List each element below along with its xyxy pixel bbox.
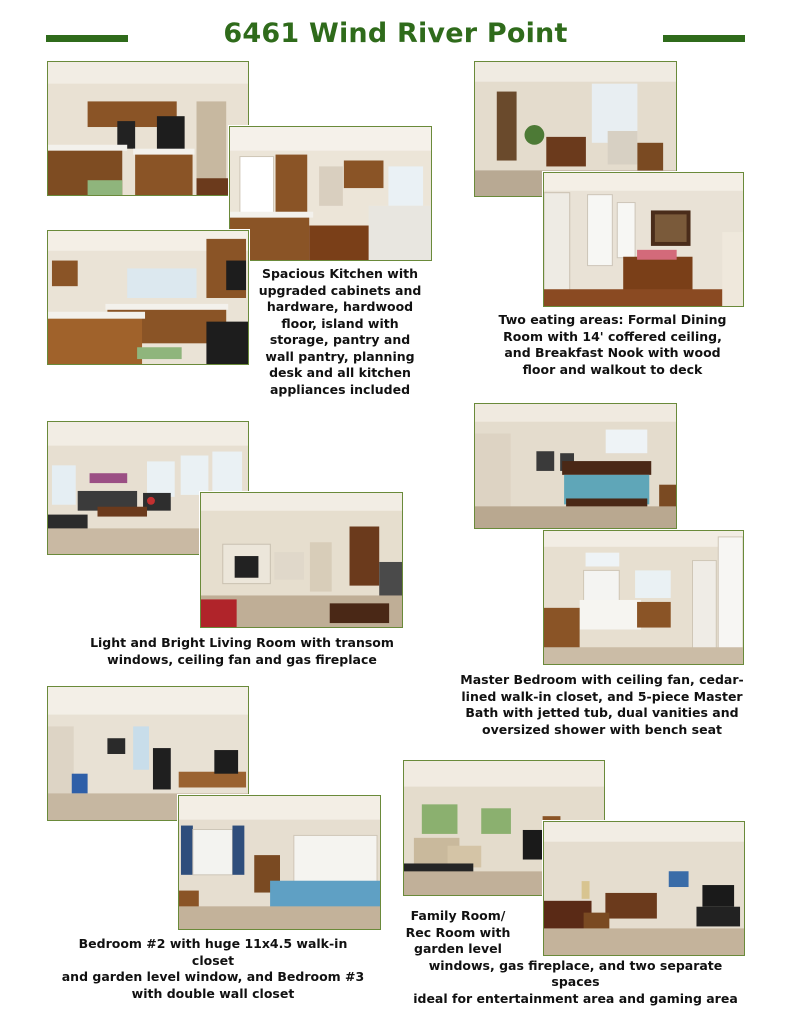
caption-line: garden level: [414, 941, 502, 956]
caption-line: windows, ceiling fan and gas fireplace: [107, 651, 377, 667]
master-photo-1: [474, 403, 677, 529]
caption-line: appliances included: [269, 381, 411, 397]
caption-line: Rec Room with: [405, 924, 511, 940]
caption-line: Bedroom #2 with huge 11x4.5 walk-in closet: [78, 936, 348, 968]
dining-photo-2: [543, 172, 744, 307]
caption-line: Master Bedroom with ceiling fan, cedar-: [460, 672, 744, 687]
caption-line: Light and Bright Living Room with transom: [90, 635, 394, 650]
caption-line: lined walk-in closet, and 5-piece Master: [461, 688, 743, 704]
kitchen-photo-1: [47, 61, 249, 196]
caption-line: floor, island with: [281, 315, 399, 331]
caption-line: floor and walkout to deck: [522, 361, 703, 377]
family-caption: [403, 908, 748, 1007]
caption-line: hardware, hardwood: [266, 299, 414, 314]
living-photo-2: [200, 492, 403, 628]
kitchen-caption: [250, 266, 430, 398]
master-photo-2: [543, 530, 744, 665]
caption-line: upgraded cabinets and: [258, 282, 422, 298]
caption-line: with double wall closet: [131, 985, 295, 1001]
bedroom-photo-2: [178, 795, 381, 930]
living-caption: [47, 635, 437, 668]
caption-line: Room with 14' coffered ceiling,: [503, 328, 722, 344]
caption-line: Two eating areas: Formal Dining: [498, 312, 727, 327]
caption-line: Family Room/: [410, 908, 506, 923]
kitchen-photo-2: [229, 126, 432, 261]
master-caption: [452, 672, 752, 738]
caption-line: desk and all kitchen: [269, 365, 411, 380]
caption-line: and garden level window, and Bedroom #3: [61, 969, 365, 984]
page-title: 6461 Wind River Point: [223, 18, 568, 49]
caption-line: and Breakfast Nook with wood: [504, 345, 721, 360]
dining-caption: [470, 312, 755, 378]
caption-line: Spacious Kitchen with: [261, 266, 419, 281]
bedrooms-caption: [56, 936, 370, 1002]
caption-line: Bath with jetted tub, dual vanities and: [465, 705, 739, 720]
title-rule-right: [663, 35, 745, 42]
caption-line: ideal for entertainment area and gaming area: [413, 990, 738, 1006]
caption-line: oversized shower with bench seat: [482, 721, 722, 737]
kitchen-photo-3: [47, 230, 249, 365]
caption-line: windows, gas fireplace, and two separate spaces: [428, 957, 723, 989]
caption-line: wall pantry, planning: [265, 348, 415, 364]
caption-line: storage, pantry and: [269, 332, 411, 347]
